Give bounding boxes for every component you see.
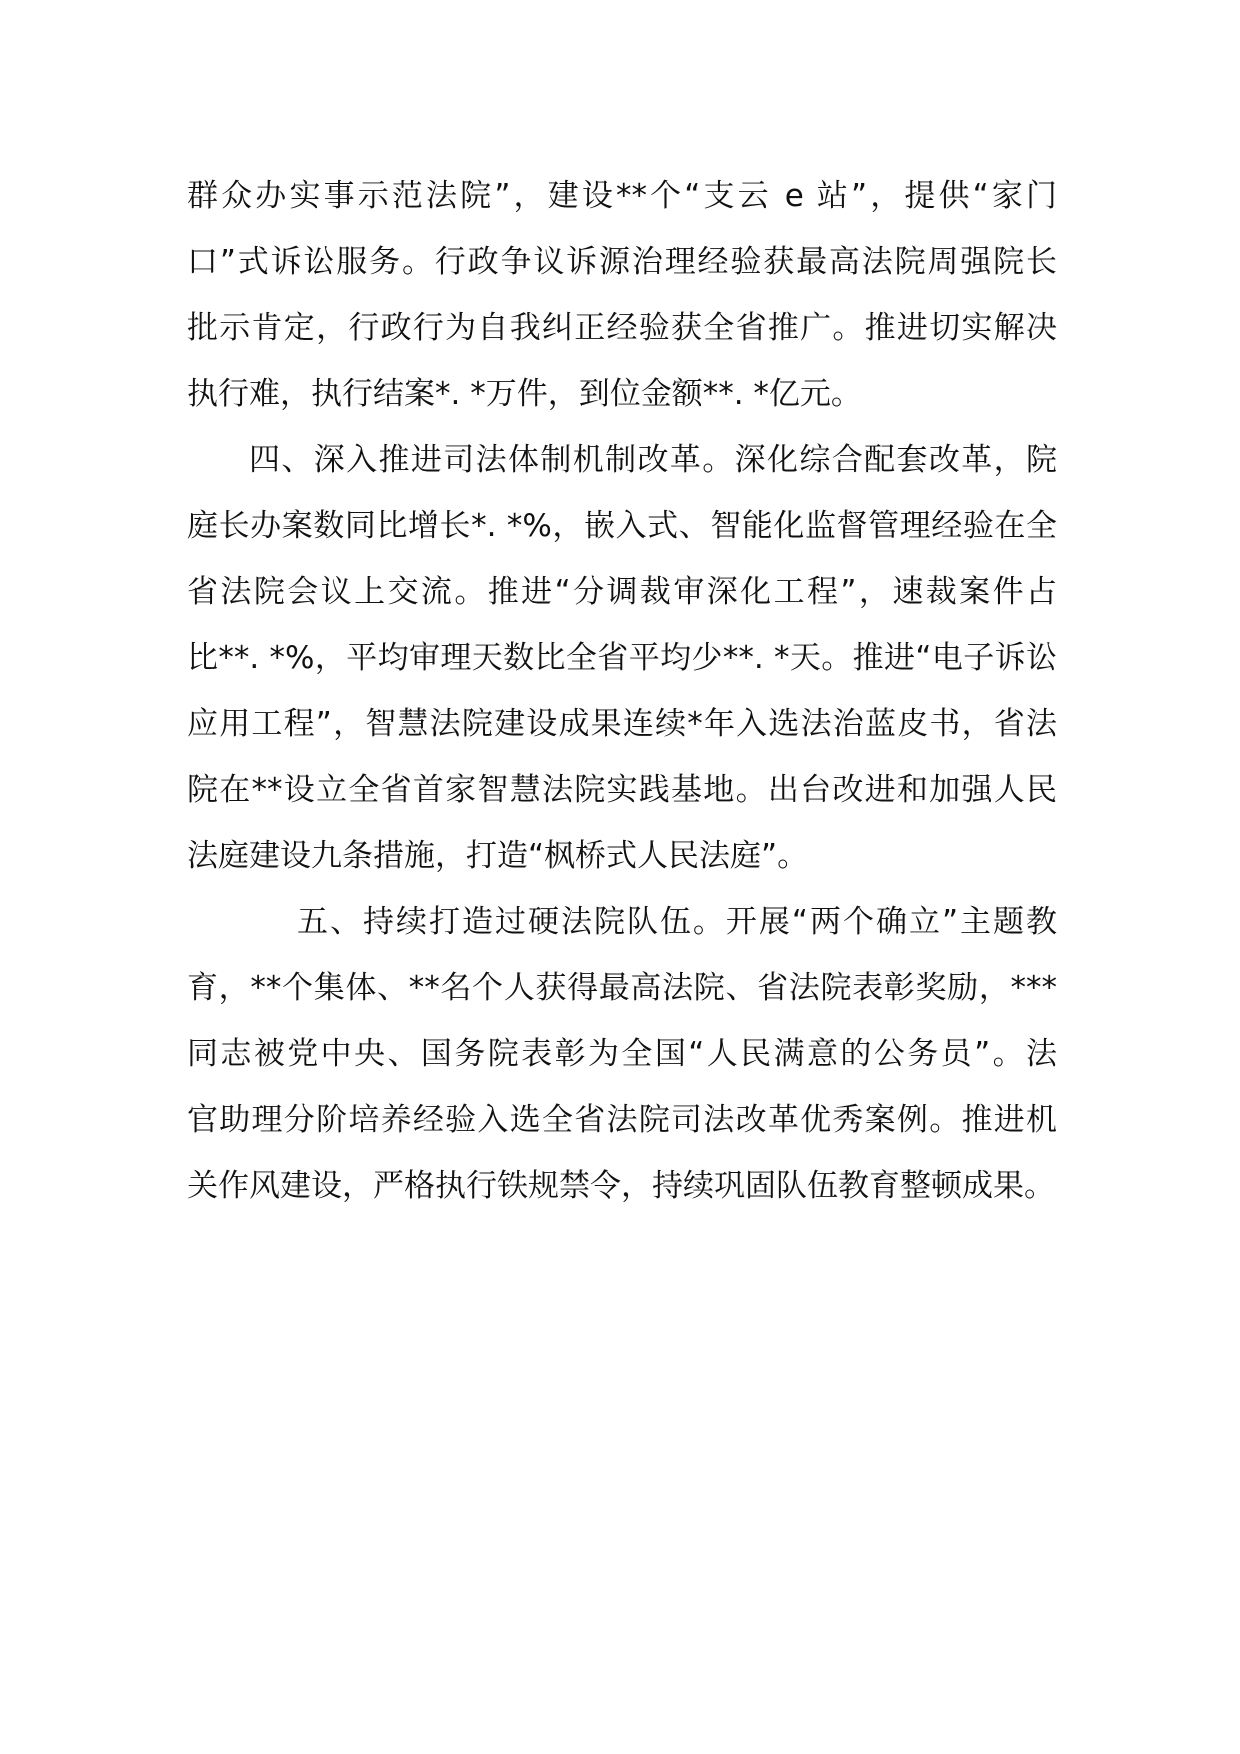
- text-line: 育，**个集体、**名个人获得最高法院、省法院表彰奖励，***: [187, 970, 1057, 1006]
- paragraph-section-four: [187, 427, 1057, 889]
- text-line: 四、深入推进司法体制机制改革。深化综合配套改革，院: [249, 442, 1057, 478]
- text-line: 同志被党中央、国务院表彰为全国“人民满意的公务员”。法: [187, 1036, 1057, 1072]
- document-body: [187, 163, 1057, 1219]
- text-line: 应用工程”，智慧法院建设成果连续*年入选法治蓝皮书，省法: [187, 706, 1057, 742]
- text-line: 群众办实事示范法院”，建设**个“支云 e 站”，提供“家门: [187, 178, 1057, 214]
- text-line: 比**. *%，平均审理天数比全省平均少**. *天。推进“电子诉讼: [187, 640, 1057, 676]
- text-line: 口”式诉讼服务。行政争议诉源治理经验获最高法院周强院长: [187, 244, 1057, 280]
- text-line: 官助理分阶培养经验入选全省法院司法改革优秀案例。推进机: [187, 1102, 1057, 1138]
- text-line: 院在**设立全省首家智慧法院实践基地。出台改进和加强人民: [187, 772, 1057, 808]
- text-line: 执行难，执行结案*. *万件，到位金额**. *亿元。: [187, 376, 862, 412]
- text-line: 省法院会议上交流。推进“分调裁审深化工程”，速裁案件占: [187, 574, 1057, 610]
- text-line: 法庭建设九条措施，打造“枫桥式人民法庭”。: [187, 838, 809, 874]
- paragraph-section-five: [187, 889, 1057, 1219]
- text-line: 五、持续打造过硬法院队伍。开展“两个确立”主题教: [297, 904, 1057, 940]
- text-line: 关作风建设，严格执行铁规禁令，持续巩固队伍教育整顿成果。: [187, 1168, 1055, 1204]
- paragraph-continuation: [187, 163, 1057, 427]
- text-line: 庭长办案数同比增长*. *%，嵌入式、智能化监督管理经验在全: [187, 508, 1057, 544]
- text-line: 批示肯定，行政行为自我纠正经验获全省推广。推进切实解决: [187, 310, 1057, 346]
